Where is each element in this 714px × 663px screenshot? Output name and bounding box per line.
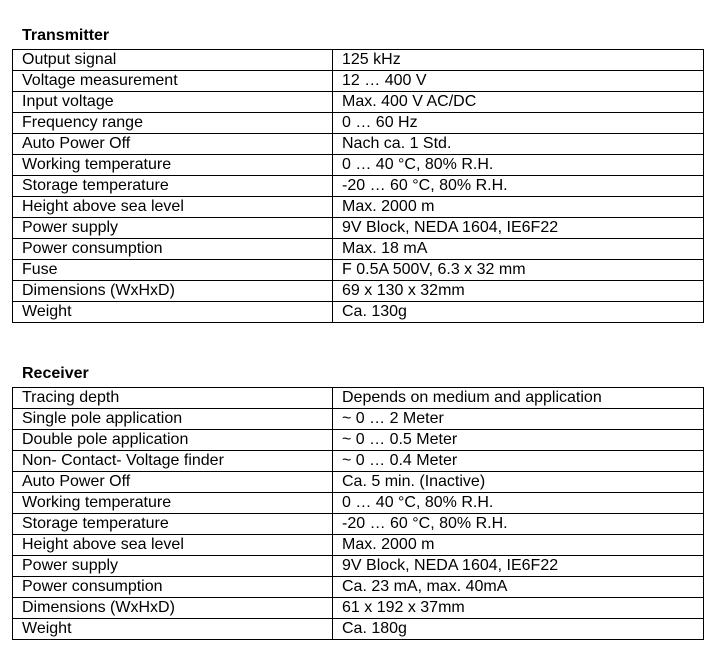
table-row (13, 176, 704, 197)
receiver-spec-table (12, 387, 704, 640)
receiver-section (12, 364, 704, 640)
table-row (13, 50, 704, 71)
table-row (13, 92, 704, 113)
table-row (13, 281, 704, 302)
table-row (13, 577, 704, 598)
spec-value: 12 … 400 V (333, 71, 704, 92)
spec-label: Height above sea level (13, 535, 333, 556)
table-row (13, 556, 704, 577)
spec-label: Power supply (13, 556, 333, 577)
spec-label: Power consumption (13, 577, 333, 598)
table-row (13, 260, 704, 281)
spec-label: Working temperature (13, 155, 333, 176)
spec-value: 9V Block, NEDA 1604, IE6F22 (333, 556, 704, 577)
table-row (13, 239, 704, 260)
table-row (13, 472, 704, 493)
table-row (13, 302, 704, 323)
spec-value: ~ 0 … 0.5 Meter (333, 430, 704, 451)
spec-label: Output signal (13, 50, 333, 71)
table-row (13, 598, 704, 619)
spec-value: -20 … 60 °C, 80% R.H. (333, 176, 704, 197)
spec-value: ~ 0 … 0.4 Meter (333, 451, 704, 472)
spec-value: Depends on medium and application (333, 388, 704, 409)
spec-label: Dimensions (WxHxD) (13, 598, 333, 619)
table-row (13, 493, 704, 514)
spec-value: 0 … 40 °C, 80% R.H. (333, 493, 704, 514)
spec-label: Fuse (13, 260, 333, 281)
spec-value: Ca. 180g (333, 619, 704, 640)
spec-value: ~ 0 … 2 Meter (333, 409, 704, 430)
table-row (13, 430, 704, 451)
spec-value: Ca. 130g (333, 302, 704, 323)
spec-value: Nach ca. 1 Std. (333, 134, 704, 155)
spec-label: Storage temperature (13, 176, 333, 197)
spec-value: F 0.5A 500V, 6.3 x 32 mm (333, 260, 704, 281)
spec-label: Voltage measurement (13, 71, 333, 92)
spec-value: Ca. 23 mA, max. 40mA (333, 577, 704, 598)
spec-value: 0 … 60 Hz (333, 113, 704, 134)
table-row (13, 134, 704, 155)
spec-label: Power supply (13, 218, 333, 239)
table-row (13, 197, 704, 218)
transmitter-title: Transmitter (22, 27, 110, 44)
table-row (13, 388, 704, 409)
table-row (13, 409, 704, 430)
table-row (13, 451, 704, 472)
spec-label: Single pole application (13, 409, 333, 430)
spec-label: Double pole application (13, 430, 333, 451)
transmitter-spec-table (12, 49, 704, 323)
spec-label: Storage temperature (13, 514, 333, 535)
spec-label: Power consumption (13, 239, 333, 260)
spec-label: Non- Contact- Voltage finder (13, 451, 333, 472)
table-row (13, 155, 704, 176)
table-row (13, 535, 704, 556)
spec-value: 0 … 40 °C, 80% R.H. (333, 155, 704, 176)
spec-value: 61 x 192 x 37mm (333, 598, 704, 619)
spec-value: Max. 400 V AC/DC (333, 92, 704, 113)
spec-value: Ca. 5 min. (Inactive) (333, 472, 704, 493)
spec-label: Frequency range (13, 113, 333, 134)
table-row (13, 514, 704, 535)
spec-value: Max. 18 mA (333, 239, 704, 260)
spec-label: Tracing depth (13, 388, 333, 409)
spec-value: -20 … 60 °C, 80% R.H. (333, 514, 704, 535)
spec-label: Height above sea level (13, 197, 333, 218)
spec-label: Working temperature (13, 493, 333, 514)
receiver-title: Receiver (22, 365, 89, 382)
table-row (13, 113, 704, 134)
table-row (13, 218, 704, 239)
spec-label: Weight (13, 619, 333, 640)
spec-label: Auto Power Off (13, 134, 333, 155)
transmitter-section (12, 26, 704, 323)
spec-value: 9V Block, NEDA 1604, IE6F22 (333, 218, 704, 239)
table-row (13, 619, 704, 640)
spec-label: Input voltage (13, 92, 333, 113)
spec-value: 125 kHz (333, 50, 704, 71)
spec-label: Dimensions (WxHxD) (13, 281, 333, 302)
spec-label: Auto Power Off (13, 472, 333, 493)
spec-value: 69 x 130 x 32mm (333, 281, 704, 302)
spec-label: Weight (13, 302, 333, 323)
spec-value: Max. 2000 m (333, 197, 704, 218)
spec-value: Max. 2000 m (333, 535, 704, 556)
table-row (13, 71, 704, 92)
